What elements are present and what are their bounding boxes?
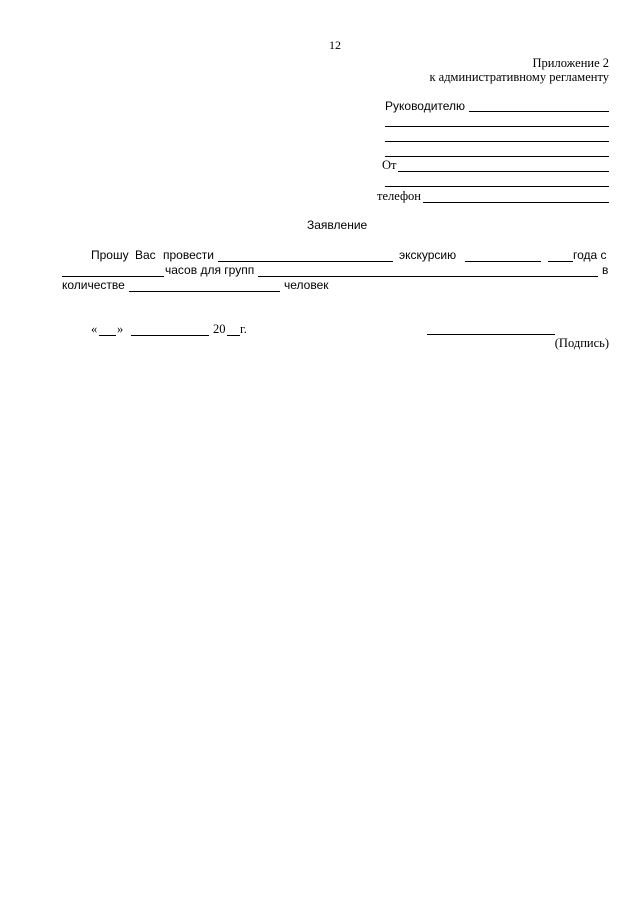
word-kolichestve: количестве <box>62 278 125 292</box>
year-prefix: 20 <box>213 322 226 336</box>
from-label: От <box>382 158 397 172</box>
phone-label: телефон <box>377 189 421 203</box>
signature-line <box>427 334 555 335</box>
head-name-line <box>469 111 609 112</box>
word-v: в <box>602 263 609 277</box>
head-line-3 <box>385 141 609 142</box>
groups-line <box>258 276 598 277</box>
head-label: Руководителю <box>385 99 466 113</box>
word-chelovek: человек <box>284 278 329 292</box>
document-title: Заявление <box>307 218 368 232</box>
month-line <box>131 335 209 336</box>
hours-line <box>62 276 164 277</box>
date-open-quote: « <box>91 322 98 336</box>
phone-line <box>423 202 609 203</box>
word-goda-s: года с <box>573 248 607 262</box>
day-line <box>99 335 116 336</box>
word-ekskursiyu: экскурсию <box>399 248 457 262</box>
from-line-2 <box>385 186 609 187</box>
word-vas: Вас <box>135 248 156 262</box>
event-line <box>218 261 393 262</box>
from-line <box>398 171 609 172</box>
year-line <box>548 261 573 262</box>
year-digits-line <box>227 335 240 336</box>
word-prosh: Прошу <box>91 248 129 262</box>
date-close-quote: » <box>117 322 124 336</box>
year-suffix: г. <box>240 322 247 336</box>
appendix-regulation: к административному регламенту <box>429 70 609 84</box>
word-provesti: провести <box>163 248 214 262</box>
head-line-2 <box>385 126 609 127</box>
head-line-4 <box>385 156 609 157</box>
count-line <box>129 291 280 292</box>
page-number: 12 <box>329 38 341 52</box>
signature-label: (Подпись) <box>554 336 609 350</box>
word-chasov: часов для групп <box>165 263 255 277</box>
appendix-number: Приложение 2 <box>532 56 609 70</box>
excursion-line <box>465 261 541 262</box>
